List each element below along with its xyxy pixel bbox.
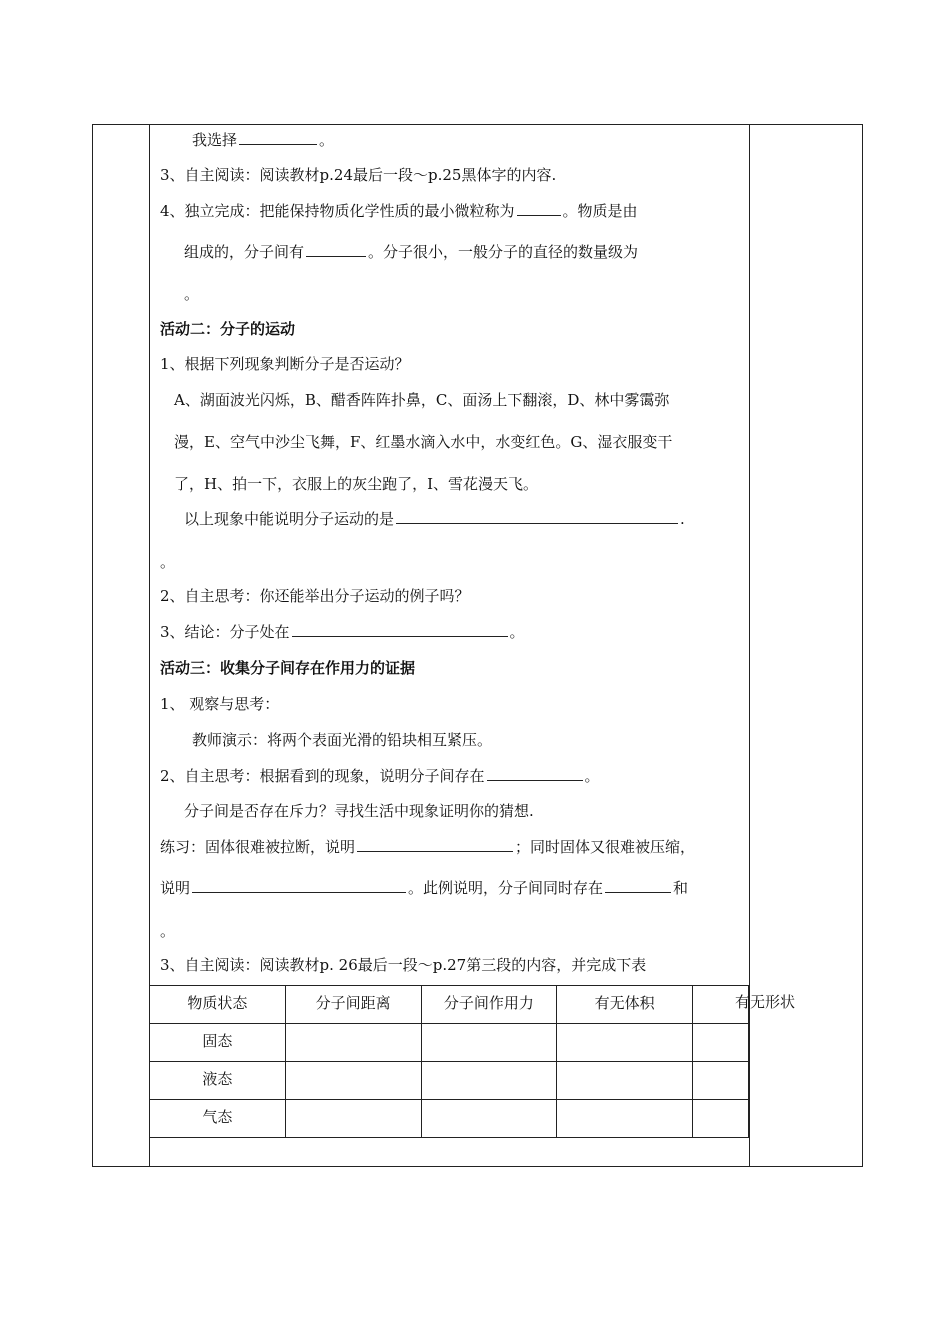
table-cell[interactable] [421,1024,557,1062]
table-cell[interactable] [285,1024,421,1062]
state-label: 固态 [150,1024,286,1062]
table-cell[interactable] [421,1100,557,1138]
repulsion-question: 分子间是否存在斥力？寻找生活中现象证明你的猜想. [184,802,534,820]
table-cell[interactable] [557,1100,693,1138]
blank-field[interactable] [239,130,317,145]
observe-think: 1、 观察与思考： [160,695,280,713]
table-row [150,1100,749,1138]
table-cell[interactable] [557,1062,693,1100]
table-row [150,1024,749,1062]
table-header: 物质状态 [150,986,286,1024]
blank-field[interactable] [192,878,406,893]
thinking-question: 2、自主思考：你还能举出分子运动的例子吗？ [160,587,470,605]
table-row [150,1062,749,1100]
phenomena-line-3: 了，H、拍一下，衣服上的灰尘跑了，I、雪花漫天飞。 [174,475,539,493]
state-label: 液态 [150,1062,286,1100]
choice-line: 我选择 。 [192,131,335,149]
exercise-end: 。 [160,922,176,940]
table-header: 分子间作用力 [421,986,557,1024]
table-cell[interactable] [693,1062,749,1100]
table-cell[interactable] [285,1100,421,1138]
question-1: 1、根据下列现象判断分子是否运动？ [160,355,410,373]
reading-instruction-2: 3、自主阅读：阅读教材p. 26最后一段～p.27第三段的内容，并完成下表 [160,956,647,974]
blank-field[interactable] [396,509,678,524]
table-cell[interactable] [421,1062,557,1100]
table-cell[interactable] [285,1062,421,1100]
table-cell[interactable] [557,1024,693,1062]
state-label: 气态 [150,1100,286,1138]
table-header: 有无体积 [557,986,693,1024]
phenomena-line-2: 漫，E、空气中沙尘飞舞，F、红墨水滴入水中，水变红色。G、湿衣服变干 [174,433,673,451]
motion-answer-end: 。 [160,553,176,571]
table-header: 分子间距离 [285,986,421,1024]
motion-answer-line: 以上现象中能说明分子运动的是 . [184,510,685,528]
task-4-line-3: 。 [184,285,200,303]
phenomena-line-1: A、湖面波光闪烁，B、醋香阵阵扑鼻，C、面汤上下翻滚，D、林中雾霭弥 [174,391,670,409]
blank-field[interactable] [487,766,583,781]
exercise-line-2: 说明 。此例说明，分子间同时存在 和 [160,879,689,897]
activity-3-heading: 活动三：收集分子间存在作用力的证据 [160,659,416,677]
blank-field[interactable] [357,837,513,852]
conclusion-line: 3、结论：分子处在 。 [160,623,525,641]
table-cell[interactable] [693,1024,749,1062]
reading-instruction-1: 3、自主阅读：阅读教材p.24最后一段～p.25黑体字的内容. [160,166,557,184]
task-4-line-1: 4、独立完成：把能保持物质化学性质的最小微粒称为 。物质是由 [160,202,638,220]
blank-field[interactable] [306,242,366,257]
blank-field[interactable] [605,878,671,893]
activity-2-heading: 活动二：分子的运动 [160,320,296,338]
table-header-shape: 有无形状 [735,993,796,1011]
teacher-demo: 教师演示：将两个表面光滑的铅块相互紧压。 [192,731,493,749]
attraction-line: 2、自主思考：根据看到的现象，说明分子间存在 。 [160,767,600,785]
states-table [149,985,749,1138]
blank-field[interactable] [517,201,561,216]
table-header-row [150,986,749,1024]
task-4-line-2: 组成的，分子间有 。分子很小，一般分子的直径的数量级为 [184,243,639,261]
table-cell[interactable] [693,1100,749,1138]
blank-field[interactable] [292,622,508,637]
exercise-line-1: 练习：固体很难被拉断，说明 ；同时固体又很难被压缩， [160,838,696,856]
